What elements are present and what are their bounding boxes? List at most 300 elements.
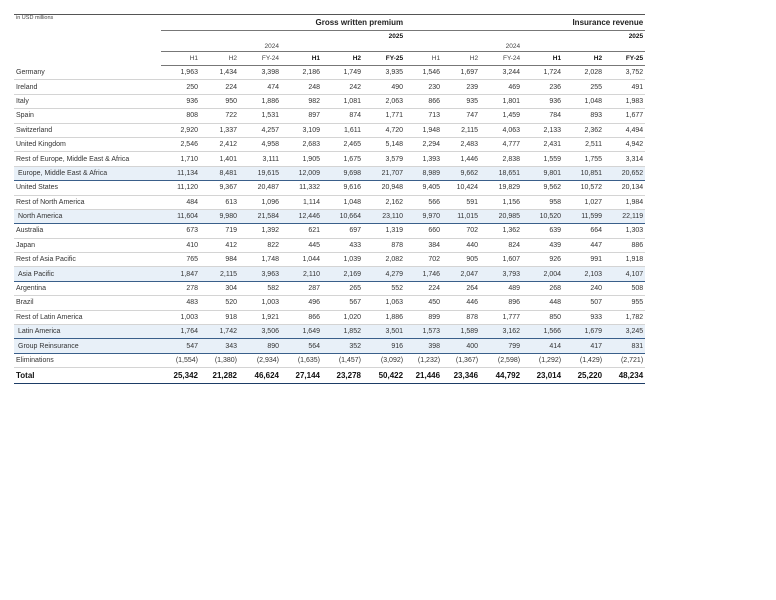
total-cell: 44,792: [480, 368, 522, 384]
table-cell: 991: [563, 253, 604, 267]
table-cell: 2,683: [281, 137, 322, 151]
table-cell: 1,044: [281, 253, 322, 267]
table-cell: 1,697: [442, 66, 480, 80]
row-label: Rest of Latin America: [14, 310, 161, 324]
row-label: Group Reinsurance: [14, 339, 161, 353]
region-subtotal-row: [14, 209, 645, 223]
table-cell: 3,245: [604, 325, 645, 339]
table-cell: (2,934): [239, 353, 281, 367]
table-cell: 3,752: [604, 66, 645, 80]
ir-year-current: 2025: [604, 31, 645, 42]
table-cell: 1,362: [480, 224, 522, 238]
table-row: [14, 109, 645, 123]
table-cell: 520: [200, 296, 239, 310]
table-cell: 950: [200, 94, 239, 108]
table-cell: 2,294: [405, 137, 442, 151]
table-cell: 4,942: [604, 137, 645, 151]
table-cell: 3,579: [363, 152, 405, 166]
table-cell: 21,707: [363, 166, 405, 180]
table-cell: 697: [322, 224, 363, 238]
table-cell: 9,562: [522, 181, 563, 195]
table-cell: 11,604: [161, 209, 200, 223]
table-cell: 621: [281, 224, 322, 238]
table-cell: 400: [442, 339, 480, 353]
table-cell: 10,572: [563, 181, 604, 195]
table-cell: 474: [239, 80, 281, 94]
table-cell: 896: [480, 296, 522, 310]
table-cell: 343: [200, 339, 239, 353]
table-cell: 2,362: [563, 123, 604, 137]
table-cell: 9,405: [405, 181, 442, 195]
table-cell: 850: [522, 310, 563, 324]
table-cell: (1,457): [322, 353, 363, 367]
column-header: H1: [522, 52, 563, 66]
table-cell: 1,546: [405, 66, 442, 80]
table-cell: 591: [442, 195, 480, 209]
table-cell: 1,852: [322, 325, 363, 339]
column-header: H2: [200, 52, 239, 66]
table-cell: 11,332: [281, 181, 322, 195]
table-cell: 450: [405, 296, 442, 310]
table-row: [14, 353, 645, 367]
region-subtotal-row: [14, 267, 645, 281]
table-cell: 508: [604, 281, 645, 295]
column-header: H2: [563, 52, 604, 66]
table-cell: 955: [604, 296, 645, 310]
total-label: Total: [14, 368, 161, 384]
table-cell: 1,748: [239, 253, 281, 267]
ir-year-prior: 2024: [480, 41, 522, 52]
column-header-row: [14, 52, 645, 66]
table-cell: 2,162: [363, 195, 405, 209]
table-cell: 2,115: [200, 267, 239, 281]
table-cell: 2,465: [322, 137, 363, 151]
units-caption: in USD millions: [14, 15, 161, 31]
total-cell: 21,282: [200, 368, 239, 384]
table-cell: 664: [563, 224, 604, 238]
column-header: FY-25: [604, 52, 645, 66]
table-cell: 933: [563, 310, 604, 324]
table-cell: 1,003: [161, 310, 200, 324]
table-cell: 1,755: [563, 152, 604, 166]
column-header: H1: [161, 52, 200, 66]
table-cell: 866: [281, 310, 322, 324]
table-cell: 489: [480, 281, 522, 295]
table-cell: 1,801: [480, 94, 522, 108]
table-cell: 2,082: [363, 253, 405, 267]
table-cell: 886: [604, 238, 645, 252]
table-cell: 5,148: [363, 137, 405, 151]
table-cell: 4,720: [363, 123, 405, 137]
total-cell: 23,346: [442, 368, 480, 384]
table-cell: 1,020: [322, 310, 363, 324]
table-cell: 12,446: [281, 209, 322, 223]
row-label: Eliminations: [14, 353, 161, 367]
table-cell: 242: [322, 80, 363, 94]
table-cell: 1,566: [522, 325, 563, 339]
table-cell: 398: [405, 339, 442, 353]
row-label: Germany: [14, 66, 161, 80]
table-cell: 9,980: [200, 209, 239, 223]
table-cell: 230: [405, 80, 442, 94]
table-cell: 9,801: [522, 166, 563, 180]
table-cell: 2,186: [281, 66, 322, 80]
table-cell: 918: [200, 310, 239, 324]
table-cell: 916: [363, 339, 405, 353]
table-row: [14, 224, 645, 238]
table-cell: 9,662: [442, 166, 480, 180]
table-cell: 433: [322, 238, 363, 252]
table-cell: 1,777: [480, 310, 522, 324]
table-row: [14, 296, 645, 310]
gwp-year-current: 2025: [363, 31, 405, 42]
table-cell: 1,749: [322, 66, 363, 80]
table-cell: 8,481: [200, 166, 239, 180]
column-header: H2: [442, 52, 480, 66]
table-cell: (1,292): [522, 353, 563, 367]
table-cell: 613: [200, 195, 239, 209]
table-cell: (1,380): [200, 353, 239, 367]
table-cell: 639: [522, 224, 563, 238]
table-cell: 412: [200, 238, 239, 252]
row-label: Argentina: [14, 281, 161, 295]
table-cell: 2,169: [322, 267, 363, 281]
table-cell: 10,520: [522, 209, 563, 223]
table-cell: 21,584: [239, 209, 281, 223]
table-cell: 1,886: [363, 310, 405, 324]
table-row: [14, 253, 645, 267]
table-cell: 936: [522, 94, 563, 108]
table-cell: 1,918: [604, 253, 645, 267]
table-cell: 447: [563, 238, 604, 252]
column-header: FY-24: [480, 52, 522, 66]
table-row: [14, 66, 645, 80]
row-label: Europe, Middle East & Africa: [14, 166, 161, 180]
table-cell: 2,047: [442, 267, 480, 281]
table-cell: 490: [363, 80, 405, 94]
region-subtotal-row: [14, 325, 645, 339]
gwp-year-prior: 2024: [239, 41, 281, 52]
table-body: [14, 66, 645, 384]
table-cell: 3,506: [239, 325, 281, 339]
table-cell: 11,599: [563, 209, 604, 223]
table-cell: 1,905: [281, 152, 322, 166]
table-cell: 3,963: [239, 267, 281, 281]
table-cell: 905: [442, 253, 480, 267]
table-cell: 1,573: [405, 325, 442, 339]
table-cell: 2,546: [161, 137, 200, 151]
table-cell: 1,003: [239, 296, 281, 310]
table-cell: 10,664: [322, 209, 363, 223]
table-cell: (1,429): [563, 353, 604, 367]
column-header: H1: [405, 52, 442, 66]
table-cell: 255: [563, 80, 604, 94]
table-cell: 417: [563, 339, 604, 353]
row-label: Brazil: [14, 296, 161, 310]
table-cell: 958: [522, 195, 563, 209]
table-cell: 1,039: [322, 253, 363, 267]
table-cell: 1,434: [200, 66, 239, 80]
table-cell: 3,501: [363, 325, 405, 339]
table-cell: 719: [200, 224, 239, 238]
table-cell: 1,048: [563, 94, 604, 108]
table-cell: 878: [363, 238, 405, 252]
table-cell: 2,110: [281, 267, 322, 281]
table-cell: 1,156: [480, 195, 522, 209]
table-cell: 2,483: [442, 137, 480, 151]
table-cell: 673: [161, 224, 200, 238]
table-cell: 384: [405, 238, 442, 252]
column-header: H2: [322, 52, 363, 66]
table-cell: 2,115: [442, 123, 480, 137]
total-cell: 48,234: [604, 368, 645, 384]
table-cell: 1,319: [363, 224, 405, 238]
table-cell: 784: [522, 109, 563, 123]
table-cell: 446: [442, 296, 480, 310]
table-cell: 2,028: [563, 66, 604, 80]
table-cell: 496: [281, 296, 322, 310]
table-cell: 765: [161, 253, 200, 267]
table-cell: 483: [161, 296, 200, 310]
table-cell: (1,367): [442, 353, 480, 367]
table-cell: 287: [281, 281, 322, 295]
table-cell: 1,096: [239, 195, 281, 209]
table-cell: 982: [281, 94, 322, 108]
table-cell: 1,063: [363, 296, 405, 310]
table-cell: 722: [200, 109, 239, 123]
table-row: [14, 195, 645, 209]
table-cell: (3,092): [363, 353, 405, 367]
table-cell: 1,847: [161, 267, 200, 281]
table-cell: 1,921: [239, 310, 281, 324]
table-cell: 352: [322, 339, 363, 353]
table-cell: 10,851: [563, 166, 604, 180]
table-cell: 713: [405, 109, 442, 123]
table-cell: 440: [442, 238, 480, 252]
table-cell: 224: [405, 281, 442, 295]
table-row: [14, 80, 645, 94]
table-cell: 4,257: [239, 123, 281, 137]
table-cell: 4,494: [604, 123, 645, 137]
total-cell: 23,278: [322, 368, 363, 384]
table-cell: 3,398: [239, 66, 281, 80]
table-cell: 3,111: [239, 152, 281, 166]
table-cell: 660: [405, 224, 442, 238]
total-cell: 25,220: [563, 368, 604, 384]
total-cell: 27,144: [281, 368, 322, 384]
row-label: Japan: [14, 238, 161, 252]
table-cell: 248: [281, 80, 322, 94]
table-row: [14, 238, 645, 252]
table-cell: 250: [161, 80, 200, 94]
table-cell: 899: [405, 310, 442, 324]
table-cell: 19,829: [480, 181, 522, 195]
table-cell: 268: [522, 281, 563, 295]
table-cell: 897: [281, 109, 322, 123]
row-label: Spain: [14, 109, 161, 123]
table-cell: 11,015: [442, 209, 480, 223]
table-cell: (1,232): [405, 353, 442, 367]
table-cell: 448: [522, 296, 563, 310]
table-cell: 831: [604, 339, 645, 353]
table-cell: 1,724: [522, 66, 563, 80]
table-cell: 20,134: [604, 181, 645, 195]
row-label: United Kingdom: [14, 137, 161, 151]
row-label: Australia: [14, 224, 161, 238]
table-cell: 20,985: [480, 209, 522, 223]
table-cell: 2,838: [480, 152, 522, 166]
table-cell: 484: [161, 195, 200, 209]
table-cell: 3,109: [281, 123, 322, 137]
table-cell: 1,948: [405, 123, 442, 137]
table-cell: 874: [322, 109, 363, 123]
table-cell: 239: [442, 80, 480, 94]
table-cell: 304: [200, 281, 239, 295]
table-cell: 507: [563, 296, 604, 310]
table-cell: 566: [405, 195, 442, 209]
table-cell: 2,511: [563, 137, 604, 151]
table-cell: 1,983: [604, 94, 645, 108]
row-label: Switzerland: [14, 123, 161, 137]
table-cell: 224: [200, 80, 239, 94]
row-label: Rest of North America: [14, 195, 161, 209]
table-cell: 1,401: [200, 152, 239, 166]
table-row: [14, 94, 645, 108]
row-label: Italy: [14, 94, 161, 108]
table-cell: 747: [442, 109, 480, 123]
table-cell: 2,133: [522, 123, 563, 137]
row-label: North America: [14, 209, 161, 223]
table-cell: 265: [322, 281, 363, 295]
column-header: FY-25: [363, 52, 405, 66]
table-cell: 1,392: [239, 224, 281, 238]
table-cell: 1,459: [480, 109, 522, 123]
table-cell: 935: [442, 94, 480, 108]
row-label: Rest of Europe, Middle East & Africa: [14, 152, 161, 166]
column-header: H1: [281, 52, 322, 66]
table-cell: 264: [442, 281, 480, 295]
table-cell: 469: [480, 80, 522, 94]
table-row: [14, 152, 645, 166]
table-cell: 491: [604, 80, 645, 94]
table-cell: 1,337: [200, 123, 239, 137]
table-cell: 1,649: [281, 325, 322, 339]
table-cell: 1,886: [239, 94, 281, 108]
table-cell: 2,004: [522, 267, 563, 281]
table-cell: 9,698: [322, 166, 363, 180]
table-cell: 1,048: [322, 195, 363, 209]
table-cell: 278: [161, 281, 200, 295]
table-cell: 1,607: [480, 253, 522, 267]
total-row: [14, 368, 645, 384]
region-subtotal-row: [14, 339, 645, 353]
ir-group-title: Insurance revenue: [405, 15, 645, 31]
total-cell: 46,624: [239, 368, 281, 384]
table-row: [14, 310, 645, 324]
table-cell: 567: [322, 296, 363, 310]
region-subtotal-row: [14, 166, 645, 180]
row-label: United States: [14, 181, 161, 195]
table-cell: 8,989: [405, 166, 442, 180]
table-cell: 23,110: [363, 209, 405, 223]
table-cell: 1,764: [161, 325, 200, 339]
column-header: FY-24: [239, 52, 281, 66]
table-cell: 890: [239, 339, 281, 353]
table-cell: 1,963: [161, 66, 200, 80]
row-label: Latin America: [14, 325, 161, 339]
table-cell: 3,162: [480, 325, 522, 339]
total-cell: 21,446: [405, 368, 442, 384]
table-cell: 4,063: [480, 123, 522, 137]
table-cell: 1,081: [322, 94, 363, 108]
table-cell: 582: [239, 281, 281, 295]
table-cell: 11,134: [161, 166, 200, 180]
table-cell: 878: [442, 310, 480, 324]
table-cell: 1,677: [604, 109, 645, 123]
table-cell: 4,777: [480, 137, 522, 151]
table-cell: 822: [239, 238, 281, 252]
table-cell: 11,120: [161, 181, 200, 195]
table-cell: 1,446: [442, 152, 480, 166]
table-cell: 547: [161, 339, 200, 353]
table-cell: 1,589: [442, 325, 480, 339]
table-cell: (2,721): [604, 353, 645, 367]
table-cell: 824: [480, 238, 522, 252]
table-cell: 2,103: [563, 267, 604, 281]
table-cell: 20,652: [604, 166, 645, 180]
table-row: [14, 281, 645, 295]
table-cell: 9,970: [405, 209, 442, 223]
table-cell: 445: [281, 238, 322, 252]
table-cell: 1,679: [563, 325, 604, 339]
table-cell: (2,598): [480, 353, 522, 367]
table-cell: 2,063: [363, 94, 405, 108]
total-cell: 50,422: [363, 368, 405, 384]
table-cell: 439: [522, 238, 563, 252]
table-cell: 18,651: [480, 166, 522, 180]
table-cell: 1,303: [604, 224, 645, 238]
table-cell: 1,114: [281, 195, 322, 209]
row-label: Ireland: [14, 80, 161, 94]
table-cell: 799: [480, 339, 522, 353]
table-cell: 9,616: [322, 181, 363, 195]
table-cell: 20,487: [239, 181, 281, 195]
table-cell: 12,009: [281, 166, 322, 180]
table-cell: 9,367: [200, 181, 239, 195]
table-cell: 4,279: [363, 267, 405, 281]
table-cell: 4,107: [604, 267, 645, 281]
premium-revenue-table: [14, 14, 645, 384]
table-cell: 1,710: [161, 152, 200, 166]
table-cell: 19,615: [239, 166, 281, 180]
row-label: Asia Pacific: [14, 267, 161, 281]
row-label: Rest of Asia Pacific: [14, 253, 161, 267]
table-cell: 1,742: [200, 325, 239, 339]
table-cell: 1,771: [363, 109, 405, 123]
table-cell: (1,635): [281, 353, 322, 367]
table-cell: 4,958: [239, 137, 281, 151]
table-cell: 564: [281, 339, 322, 353]
table-cell: 2,431: [522, 137, 563, 151]
table-cell: 1,559: [522, 152, 563, 166]
table-row: [14, 181, 645, 195]
table-cell: 240: [563, 281, 604, 295]
table-cell: 984: [200, 253, 239, 267]
table-cell: 702: [442, 224, 480, 238]
table-cell: 236: [522, 80, 563, 94]
table-cell: 936: [161, 94, 200, 108]
table-cell: 926: [522, 253, 563, 267]
